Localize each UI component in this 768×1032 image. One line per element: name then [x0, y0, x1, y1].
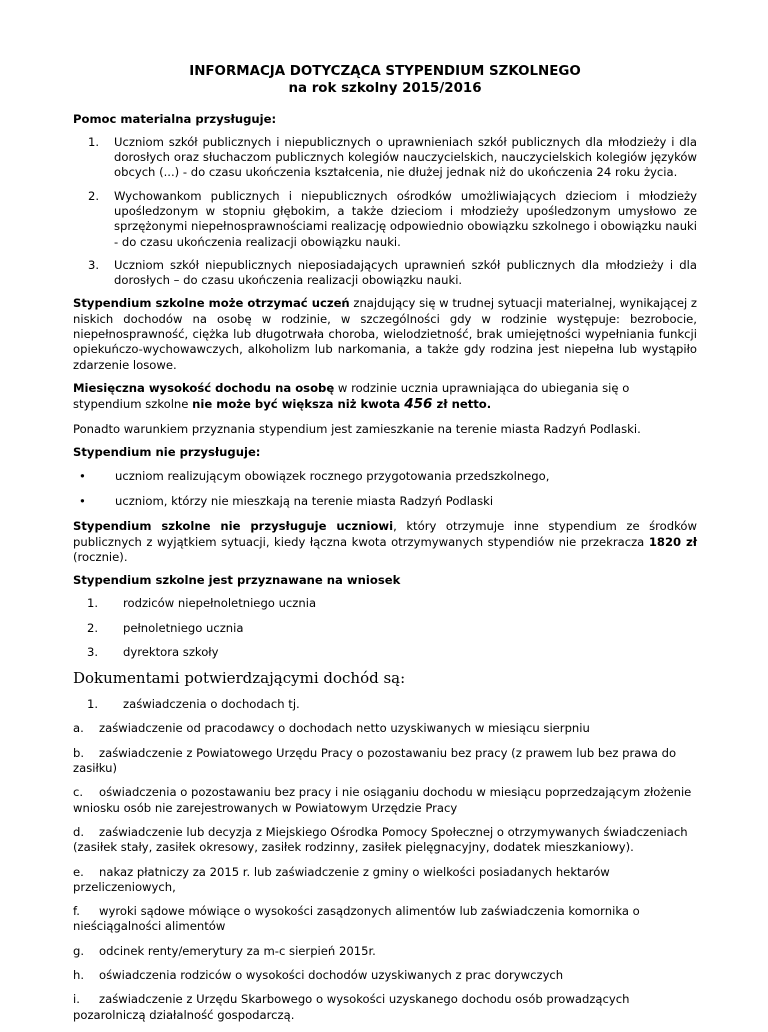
list-text: zaświadczenie z Urzędu Skarbowego o wysokości uzyskanego dochodu osób prowadzących pozarolniczą działalność gospodarczą.: [73, 992, 630, 1022]
list-text: zaświadczenie z Powiatowego Urzędu Pracy o pozostawaniu bez pracy (z prawem lub bez prawa do zasiłku): [73, 745, 677, 776]
list-text: Wychowankom publicznych i niepublicznych ośrodków umożliwiających dzieciom i młodzieży upośledzonym w stopniu głębokim, a także dzieciom i młodzieży upośledzonym umysłowo ze sprzężonymi niepełnosprawnościami realizację odpowiednio obowiązku szkolnego i obowiązku nauki - do czasu ukończenia realizacji obowiązku nauki.: [114, 188, 697, 249]
bullet-text: uczniom, którzy nie mieszkają na terenie miasta Radzyń Podlaski: [115, 493, 494, 508]
document-title: [73, 64, 697, 98]
dokumenty-item-c: [73, 785, 697, 816]
bullet-icon: •: [79, 468, 86, 483]
nie-przysluguje-uczniowi-paragraph: [73, 519, 697, 565]
list-number: 1.: [87, 596, 99, 611]
dokumenty-item-b: [73, 746, 697, 777]
nie-przysluguje-uczniowi-bold: Stypendium szkolne nie przysługuje uczniowi: [73, 519, 394, 534]
stypendium-uczen-text: znajdujący się w trudnej sytuacji materialnej, wynikającej z niskich dochodów na osobę w rodzinie, w szczególności gdy w rodzinie występuje: bezrobocie, niepełnosprawność, ciężka lub długotrwała choroba, wielodzietność, brak umiejętności wypełniania funkcji opiekuńczo-wychowawczych, alkoholizm lub narkomania, a także gdy rodzina jest niepełna lub wystąpiło zdarzenie losowe.: [73, 296, 697, 372]
dokumenty-item-e: [73, 865, 697, 896]
pomoc-heading: Pomoc materialna przysługuje:: [73, 111, 277, 126]
bullet-item-1: [73, 469, 697, 484]
wniosek-list: [73, 596, 697, 660]
dochod-bold-1: Miesięczna wysokość dochodu na osobę: [73, 380, 335, 395]
list-text: zaświadczenie lub decyzja z Miejskiego Ośrodka Pomocy Społecznej o otrzymywanych świadczeniach (zasiłek stały, zasiłek okresowy, zasiłek rodzinny, zasiłek pielęgnacyjny, dodatek mieszkaniowy).: [73, 824, 688, 855]
dochod-text-1: w rodzinie ucznia uprawniająca do ubiegania się o stypendium szkolne: [73, 380, 630, 412]
list-letter: f.: [73, 904, 80, 919]
dokumenty-item-g: [73, 944, 697, 959]
list-text: dyrektora szkoły: [123, 645, 219, 660]
list-letter: a.: [73, 721, 84, 736]
dochod-paragraph: [73, 381, 697, 414]
list-letter: c.: [73, 785, 84, 800]
stypendium-uczen-paragraph: [73, 296, 697, 372]
dokumenty-item-h: [73, 968, 697, 983]
bullet-item-2: [73, 494, 697, 509]
nie-przysluguje-list: [73, 469, 697, 510]
list-number: 3.: [88, 257, 100, 272]
list-letter: d.: [73, 824, 85, 839]
dochod-amount: 456: [404, 396, 433, 413]
title-line-2: na rok szkolny 2015/2016: [288, 80, 482, 96]
nie-przysluguje-uczniowi-text-1: , który otrzymuje inne stypendium ze środków publicznych z wyjątkiem sytuacji, kiedy łączna kwota otrzymywanych stypendiów nie przekracza: [73, 519, 697, 549]
bullet-icon: •: [79, 493, 86, 508]
list-number: 2.: [87, 620, 99, 635]
list-text: zaświadczenia o dochodach tj.: [123, 697, 300, 712]
list-letter: g.: [73, 943, 85, 958]
dokumenty-first-item: [73, 697, 697, 712]
dokumenty-heading: Dokumentami potwierdzającymi dochód są:: [73, 669, 406, 688]
nie-przysluguje-uczniowi-amount: 1820 zł: [648, 534, 697, 549]
dochod-bold-3: zł netto.: [432, 397, 492, 412]
list-text: oświadczenia o pozostawaniu bez pracy i nie osiąganiu dochodu w miesiącu poprzedzającym złożenie wniosku osób nie zarejestrowanych w Powiatowym Urzędzie Pracy: [73, 785, 692, 815]
wniosek-item-3: [73, 645, 697, 660]
list-number: 3.: [87, 645, 99, 660]
list-number: 1.: [88, 134, 100, 149]
title-line-1: INFORMACJA DOTYCZĄCA STYPENDIUM SZKOLNEGO: [189, 64, 581, 79]
list-text: pełnoletniego ucznia: [123, 620, 244, 635]
dochod-bold-2: nie może być większa niż kwota: [192, 397, 405, 412]
pomoc-item-3: [73, 258, 697, 289]
list-text: nakaz płatniczy za 2015 r. lub zaświadczenie z gminy o wielkości posiadanych hektarów przeliczeniowych,: [73, 864, 610, 894]
list-text: Uczniom szkół niepublicznych nieposiadających uprawnień szkół publicznych dla młodzieży i dla dorosłych – do czasu ukończenia realizacji obowiązku nauki.: [114, 257, 697, 288]
list-letter: i.: [73, 992, 80, 1007]
nie-przysluguje-uczniowi-text-2: (rocznie).: [73, 549, 128, 564]
list-text: Uczniom szkół publicznych i niepublicznych o uprawnieniach szkół publicznych dla młodzieży i dla dorosłych oraz słuchaczom publicznych kolegiów nauczycielskich, nauczycielskich kolegiów języków obcych (...) - do czasu ukończenia kształcenia, nie dłużej jednak niż do ukończenia 24 roku życia.: [114, 134, 697, 180]
nie-przysluguje-heading: Stypendium nie przysługuje:: [73, 445, 261, 460]
pomoc-item-2: [73, 189, 697, 250]
dokumenty-item-a: [73, 721, 697, 736]
list-number: 2.: [88, 188, 100, 203]
bullet-text: uczniom realizującym obowiązek rocznego przygotowania przedszkolnego,: [115, 468, 550, 483]
list-letter: b.: [73, 745, 85, 760]
list-text: zaświadczenie od pracodawcy o dochodach netto uzyskiwanych w miesiącu sierpniu: [99, 721, 590, 736]
document-page: [73, 64, 697, 1032]
list-text: oświadczenia rodziców o wysokości dochodów uzyskiwanych z prac dorywczych: [99, 967, 564, 982]
list-text: odcinek renty/emerytury za m-c sierpień 2015r.: [99, 943, 376, 958]
list-text: rodziców niepełnoletniego ucznia: [123, 596, 317, 611]
list-text: wyroki sądowe mówiące o wysokości zasądzonych alimentów lub zaświadczenia komornika o nieściągalności alimentów: [73, 904, 640, 934]
dokumenty-item-d: [73, 825, 697, 856]
pomoc-list: [73, 135, 697, 289]
dokumenty-item-i: [73, 992, 697, 1023]
list-letter: h.: [73, 967, 85, 982]
ponadto-paragraph: Ponadto warunkiem przyznania stypendium jest zamieszkanie na terenie miasta Radzyń Podlaski.: [73, 422, 641, 437]
list-number: 1.: [87, 697, 99, 712]
list-letter: e.: [73, 864, 84, 879]
wniosek-item-1: [73, 596, 697, 611]
stypendium-uczen-bold: Stypendium szkolne może otrzymać uczeń: [73, 296, 350, 311]
wniosek-heading: Stypendium szkolne jest przyznawane na wniosek: [73, 573, 401, 588]
dokumenty-list: [73, 721, 697, 1022]
pomoc-item-1: [73, 135, 697, 181]
dokumenty-item-f: [73, 904, 697, 935]
wniosek-item-2: [73, 621, 697, 636]
